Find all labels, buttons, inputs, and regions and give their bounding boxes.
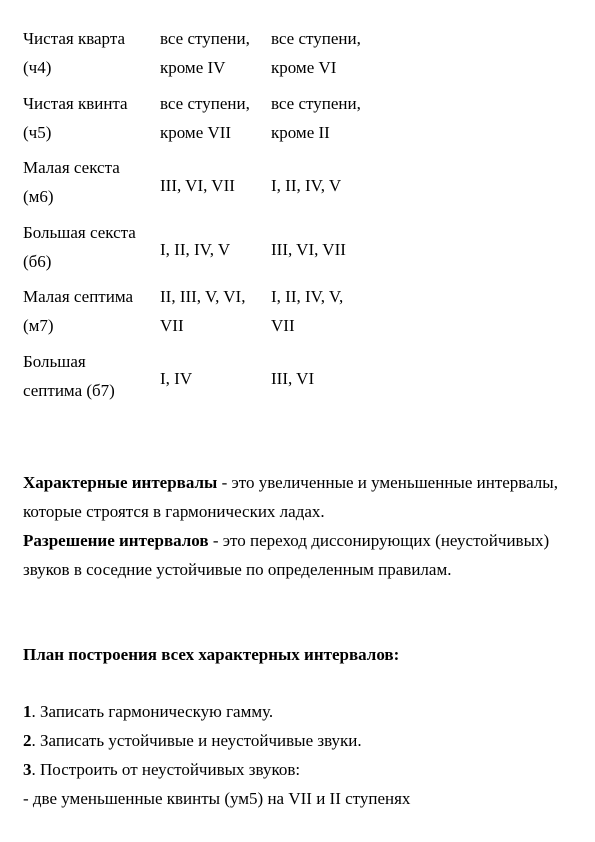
table-row bbox=[23, 153, 443, 218]
major-degrees: III, VI, VII bbox=[160, 175, 235, 195]
major-degrees: I, IV bbox=[160, 369, 193, 389]
interval-name: Чистая кварта (ч4) bbox=[23, 29, 126, 77]
interval-name: Большая секста (б6) bbox=[23, 222, 136, 271]
resolution-term: Разрешение интервалов bbox=[23, 531, 209, 550]
step-text: . Записать устойчивые и неустойчивые звуки. bbox=[31, 731, 362, 750]
step-number: 1 bbox=[23, 702, 32, 721]
table-row bbox=[23, 347, 443, 412]
plan-title: План построения всех характерных интервалов: bbox=[23, 645, 400, 664]
interval-name: Чистая квинта (ч5) bbox=[23, 93, 128, 142]
characteristic-intervals-text: - это увеличенные и уменьшенные интервалы, которые строятся в гармонических ладах. bbox=[23, 473, 558, 521]
plan-steps bbox=[23, 697, 583, 813]
list-item bbox=[23, 755, 583, 784]
table-row bbox=[23, 218, 443, 283]
interval-name: Малая септима (м7) bbox=[23, 287, 134, 335]
step-number: 2 bbox=[23, 731, 32, 750]
major-degrees: все ступени, кроме VII bbox=[160, 93, 250, 142]
minor-degrees: все ступени, кроме II bbox=[271, 93, 361, 142]
intervals-table bbox=[23, 24, 443, 411]
step-text: . Построить от неустойчивых звуков: bbox=[31, 760, 301, 779]
list-item bbox=[23, 697, 583, 726]
minor-degrees: I, II, IV, V, VII bbox=[271, 287, 344, 335]
major-degrees: II, III, V, VI, VII bbox=[160, 287, 246, 335]
list-item: - две уменьшенные квинты (ум5) на VII и II ступенях bbox=[23, 789, 411, 808]
table-row bbox=[23, 89, 443, 154]
major-degrees: все ступени, кроме IV bbox=[160, 29, 250, 77]
characteristic-intervals-definition bbox=[23, 468, 583, 584]
minor-degrees: III, VI bbox=[271, 369, 315, 389]
interval-name: Большая септима (б7) bbox=[23, 351, 115, 400]
list-item bbox=[23, 726, 583, 755]
resolution-text: - это переход диссонирующих (неустойчивых) звуков в соседние устойчивые по определенным правилам. bbox=[23, 531, 550, 579]
characteristic-intervals-term: Характерные интервалы bbox=[23, 473, 218, 492]
minor-degrees: все ступени, кроме VI bbox=[271, 29, 361, 77]
major-degrees: I, II, IV, V bbox=[160, 240, 231, 260]
step-number: 3 bbox=[23, 760, 32, 779]
table-row bbox=[23, 24, 443, 89]
minor-degrees: I, II, IV, V bbox=[271, 175, 342, 195]
table-row bbox=[23, 282, 443, 347]
interval-name: Малая секста (м6) bbox=[23, 158, 120, 206]
minor-degrees: III, VI, VII bbox=[271, 240, 346, 260]
step-text: . Записать гармоническую гамму. bbox=[31, 702, 274, 721]
